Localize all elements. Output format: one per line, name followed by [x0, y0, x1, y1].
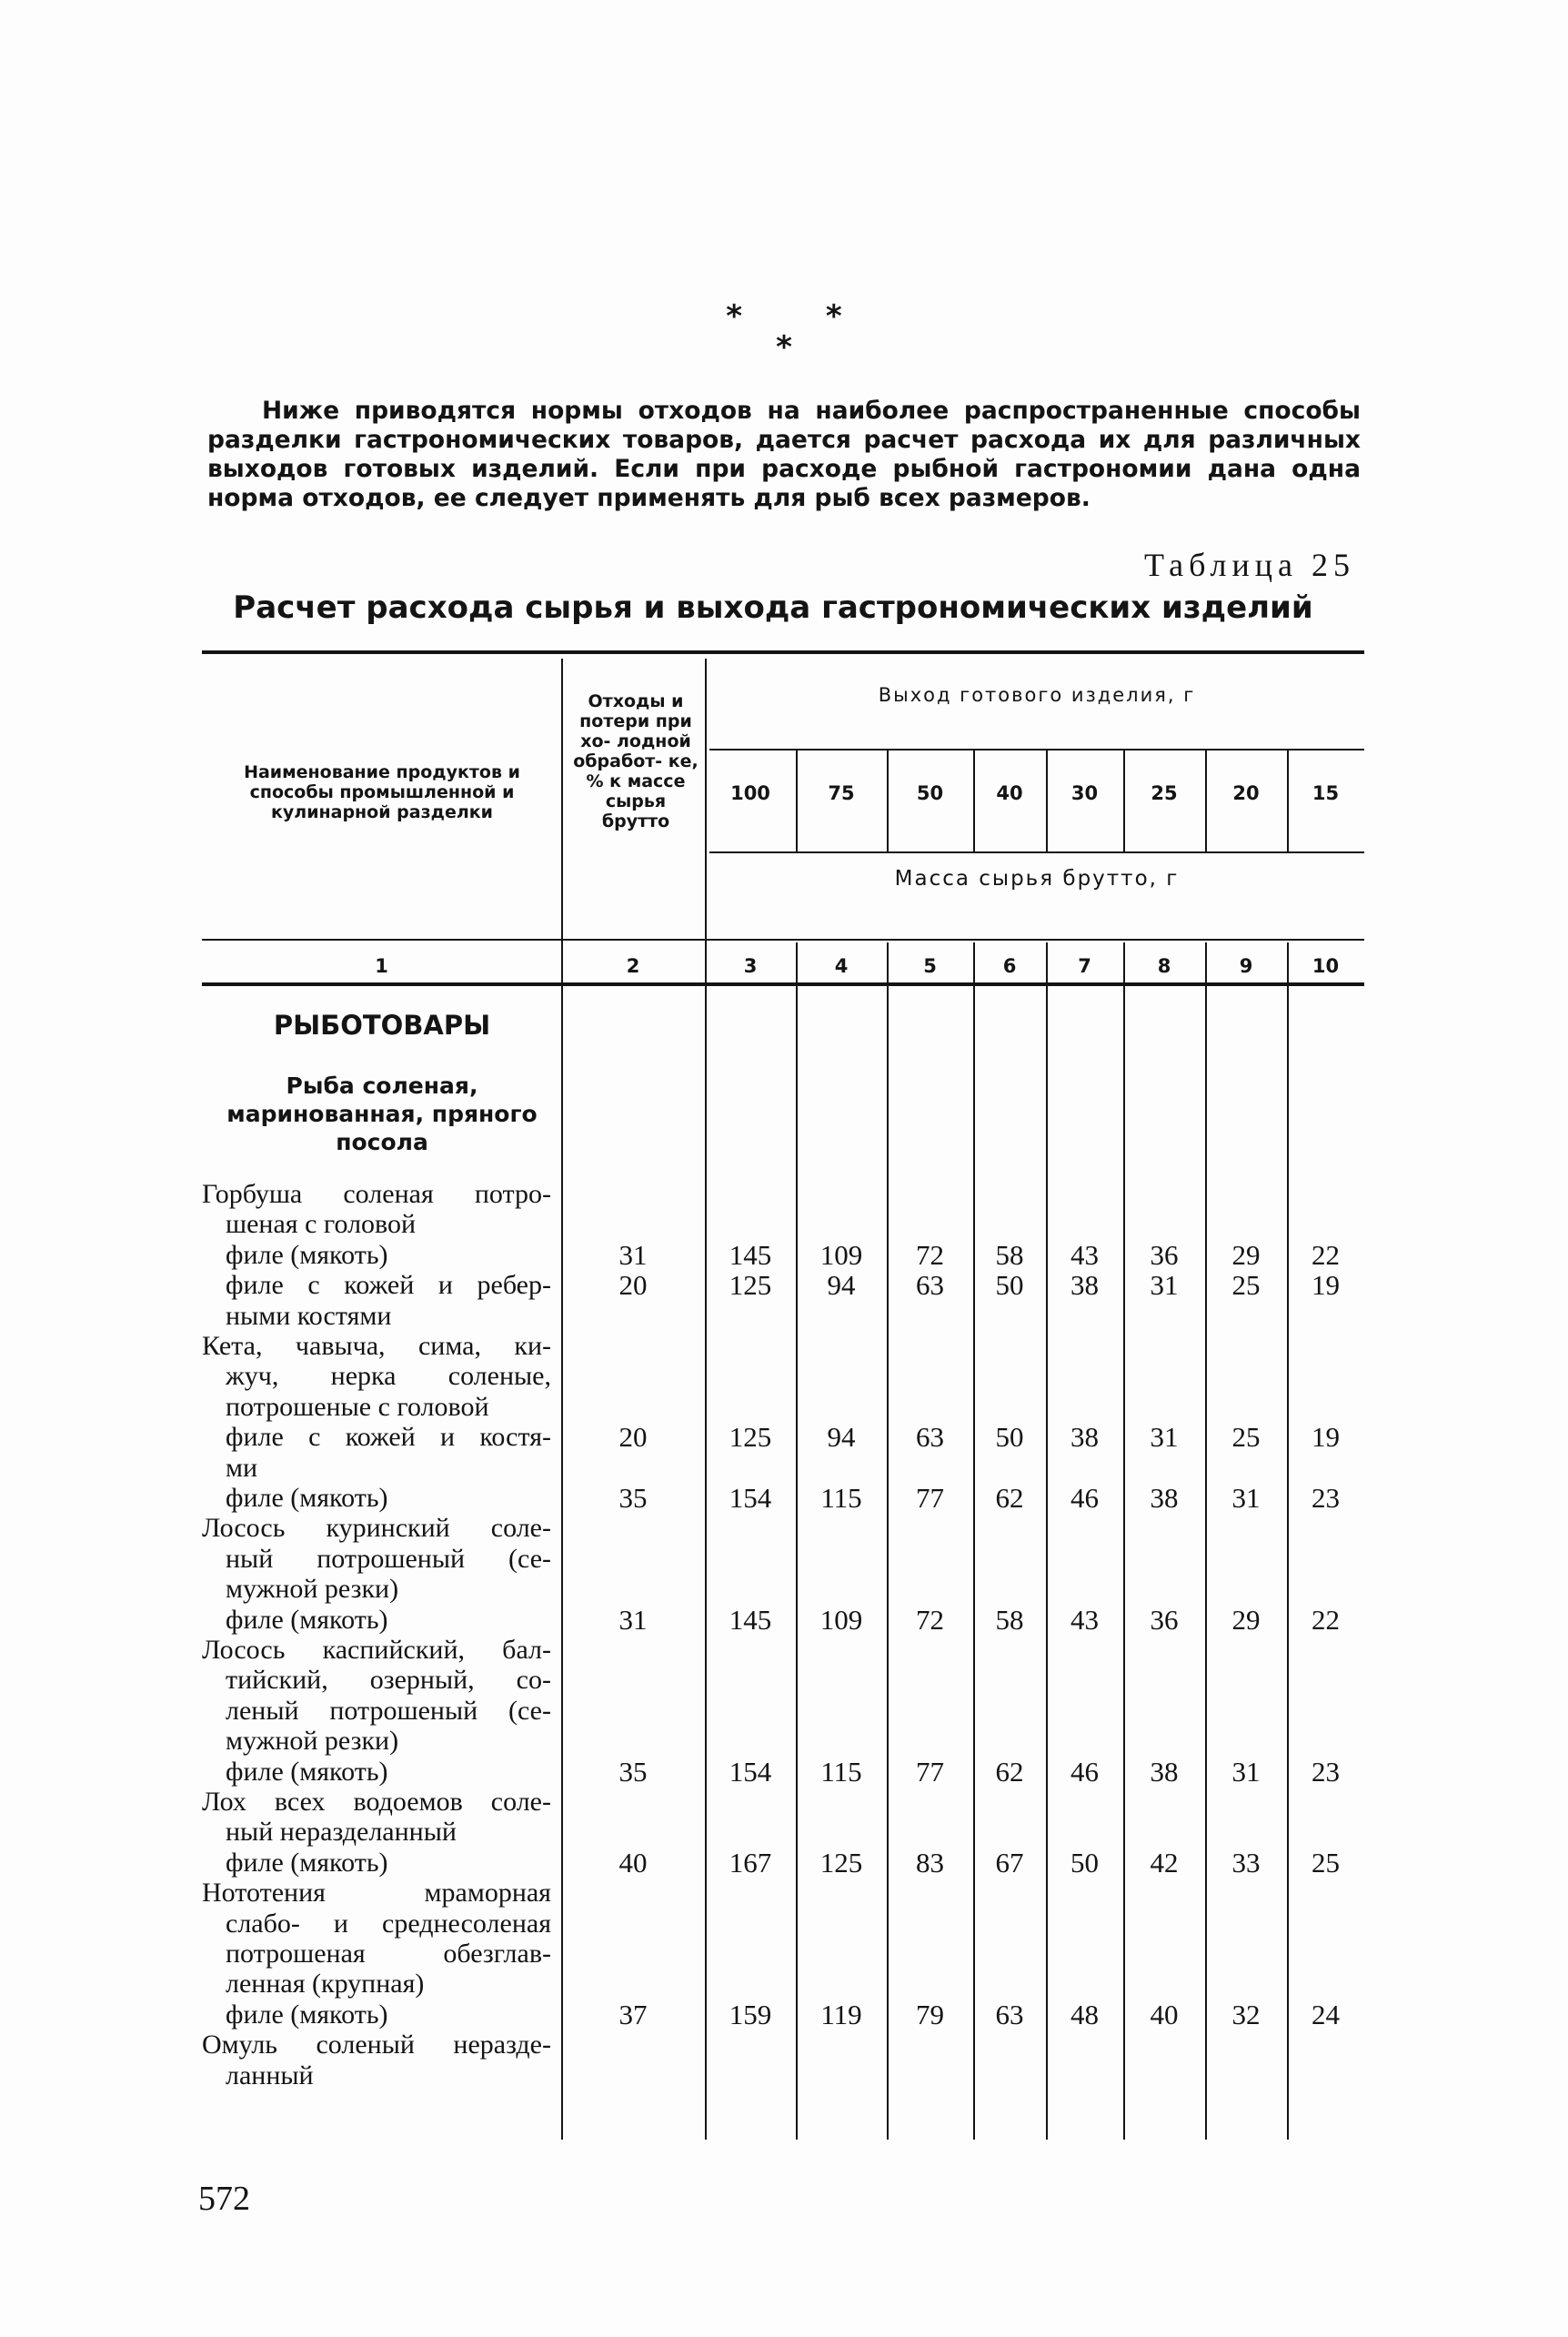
mass-cell: 77: [916, 1482, 944, 1514]
table-label: Таблица 25: [1144, 547, 1355, 583]
mass-cell: 25: [1231, 1269, 1261, 1302]
product-name-line: филе (мякоть): [226, 1999, 388, 2030]
mass-cell: 125: [729, 1421, 772, 1454]
mass-cell: 22: [1312, 1238, 1340, 1271]
mass-cell: 19: [1312, 1269, 1340, 1302]
product-name-line: шеная с головой: [226, 1209, 417, 1240]
product-name-line: ланный: [226, 2060, 314, 2090]
product-name-line: леный потрошеный (се-: [226, 1695, 551, 1726]
mass-cell: 125: [819, 1846, 863, 1879]
mass-cell: 23: [1312, 1755, 1340, 1788]
mass-cell: 38: [1150, 1755, 1179, 1788]
mass-cell: 119: [820, 1998, 862, 2030]
yield-header-cell: 20: [1232, 782, 1260, 804]
mass-cell: 72: [916, 1238, 944, 1271]
column-divider: [561, 659, 563, 2140]
mass-cell: 63: [995, 1998, 1024, 2030]
product-name-line: Лосось каспийский, бал-: [202, 1635, 551, 1665]
column-number-cell: 10: [1312, 955, 1340, 977]
product-name-line: потрошеная обезглав-: [226, 1939, 551, 1969]
mass-cell: 94: [827, 1421, 856, 1454]
mass-cell: 46: [1070, 1482, 1099, 1514]
mass-cell: 72: [916, 1603, 944, 1636]
mass-cell: 23: [1312, 1482, 1340, 1514]
column-number-cell: 1: [375, 955, 388, 977]
product-name-line: слабо- и среднесоленая: [226, 1908, 551, 1939]
column-divider: [1205, 942, 1207, 2140]
mass-cell: 145: [729, 1603, 772, 1636]
mass-cell: 62: [995, 1482, 1024, 1514]
yield-header-cell: 25: [1151, 782, 1178, 804]
waste-percent-cell: 20: [618, 1421, 648, 1454]
waste-percent-cell: 20: [618, 1269, 648, 1302]
mass-cell: 29: [1231, 1603, 1261, 1636]
mass-cell: 50: [995, 1269, 1024, 1302]
product-name-line: филе (мякоть): [226, 1847, 388, 1878]
intro-paragraph: Ниже приводятся нормы отходов на наиболее распространенные способы разделки гастрономических товаров, дается расчет расхода их для различных выходов готовых изделий. Если при расходе рыбной гастрономии дана одна норма отходов, ее следует применять для рыб всех размеров.: [207, 397, 1361, 512]
product-name-line: филе (мякоть): [226, 1756, 388, 1787]
yield-header-cell: 40: [996, 782, 1023, 804]
column-divider: [705, 659, 707, 2140]
column-number-cell: 9: [1239, 955, 1253, 977]
mass-cell: 46: [1070, 1755, 1099, 1788]
product-name-line: мужной резки): [226, 1574, 399, 1605]
decorative-star: *: [776, 329, 792, 366]
mass-cell: 32: [1231, 1998, 1261, 2030]
product-name-line: ными костями: [226, 1300, 392, 1331]
header-yield-group: Выход готового изделия, г: [878, 684, 1196, 706]
product-name-line: филе с кожей и костя-: [226, 1422, 551, 1453]
mass-cell: 94: [827, 1269, 856, 1302]
mass-cell: 19: [1312, 1421, 1340, 1454]
product-name-line: филе с кожей и ребер-: [226, 1270, 551, 1301]
mass-cell: 109: [819, 1238, 863, 1271]
column-number-cell: 6: [1002, 955, 1017, 977]
product-name-line: Лох всех водоемов соле-: [202, 1787, 551, 1817]
subsection-title: Рыба соленая, маринованная, пряного посола: [226, 1073, 538, 1155]
waste-percent-cell: 31: [618, 1603, 648, 1636]
mass-cell: 154: [729, 1482, 772, 1514]
column-divider: [1123, 942, 1125, 2140]
yield-header-cell: 30: [1070, 782, 1099, 804]
mass-cell: 125: [729, 1269, 772, 1302]
product-name-line: мужной резки): [226, 1726, 399, 1757]
column-divider: [887, 942, 889, 2140]
mass-cell: 145: [729, 1238, 772, 1271]
product-name-line: филе (мякоть): [226, 1483, 388, 1513]
mass-group-rule: [709, 851, 1364, 853]
column-number-cell: 2: [626, 955, 640, 977]
mass-cell: 58: [995, 1238, 1024, 1271]
mass-cell: 63: [916, 1421, 944, 1454]
mass-cell: 77: [916, 1755, 944, 1788]
mass-cell: 50: [995, 1421, 1024, 1454]
product-name-line: ный неразделанный: [226, 1817, 457, 1848]
mass-cell: 58: [995, 1603, 1024, 1636]
mass-cell: 24: [1312, 1998, 1340, 2030]
mass-cell: 38: [1150, 1482, 1179, 1514]
mass-cell: 43: [1070, 1238, 1099, 1271]
column-divider: [973, 942, 975, 2140]
mass-cell: 109: [819, 1603, 863, 1636]
mass-cell: 67: [995, 1846, 1024, 1879]
mass-cell: 31: [1231, 1482, 1261, 1514]
column-number-cell: 5: [923, 955, 937, 977]
product-name-line: жуч, нерка соленые,: [226, 1361, 551, 1392]
mass-cell: 63: [916, 1269, 944, 1302]
product-name-line: Горбуша соленая потро-: [202, 1179, 551, 1209]
column-number-cell: 3: [743, 955, 758, 977]
header-product-name: Наименование продуктов и способы промышленной и кулинарной разделки: [244, 762, 520, 822]
mass-cell: 167: [729, 1846, 772, 1879]
waste-percent-cell: 31: [618, 1238, 648, 1271]
product-name-line: тийский, озерный, со-: [226, 1665, 551, 1696]
column-number-cell: 7: [1078, 955, 1091, 977]
waste-percent-cell: 40: [618, 1846, 648, 1879]
decorative-stars: * *: [726, 298, 879, 335]
column-number-cell: 4: [834, 955, 849, 977]
column-divider: [1046, 942, 1048, 2140]
product-name-line: ми: [226, 1452, 258, 1483]
mass-cell: 25: [1231, 1421, 1261, 1454]
mass-cell: 115: [820, 1482, 862, 1514]
product-name-line: ленная (крупная): [226, 1969, 425, 2000]
mass-cell: 50: [1070, 1846, 1099, 1879]
mass-cell: 159: [729, 1998, 772, 2030]
mass-cell: 79: [916, 1998, 944, 2030]
yield-header-cell: 50: [916, 782, 944, 804]
product-name-line: Нототения мраморная: [202, 1878, 551, 1909]
page-number: 572: [198, 2180, 250, 2218]
column-number-cell: 8: [1157, 955, 1171, 977]
mass-cell: 43: [1070, 1603, 1099, 1636]
product-name-line: Лосось куринский соле-: [202, 1513, 551, 1544]
mass-cell: 38: [1070, 1269, 1099, 1302]
mass-cell: 36: [1150, 1603, 1179, 1636]
product-name-line: потрошеные с головой: [226, 1391, 489, 1422]
mass-cell: 31: [1231, 1755, 1261, 1788]
product-name-line: ный потрошеный (се-: [226, 1543, 551, 1574]
mass-cell: 40: [1150, 1998, 1179, 2030]
product-name-line: Омуль соленый нераздe-: [202, 2030, 551, 2060]
mass-cell: 33: [1231, 1846, 1261, 1879]
mass-cell: 62: [995, 1755, 1024, 1788]
mass-cell: 42: [1150, 1846, 1179, 1879]
product-name-line: Кета, чавыча, сима, ки-: [202, 1331, 551, 1361]
section-title: РЫБОТОВАРЫ: [273, 1010, 491, 1041]
mass-cell: 48: [1070, 1998, 1099, 2030]
yield-header-cell: 15: [1312, 782, 1340, 804]
column-divider: [796, 942, 798, 2140]
yield-header-cell: 75: [828, 782, 855, 804]
mass-cell: 31: [1150, 1421, 1179, 1454]
mass-cell: 29: [1231, 1238, 1261, 1271]
product-name-line: филе (мякоть): [226, 1239, 388, 1270]
waste-percent-cell: 35: [618, 1482, 648, 1514]
mass-cell: 22: [1312, 1603, 1340, 1636]
header-bottom-rule: [202, 939, 1364, 941]
mass-cell: 31: [1150, 1269, 1179, 1302]
mass-cell: 83: [916, 1846, 944, 1879]
yield-group-rule: [709, 749, 1364, 750]
waste-percent-cell: 37: [618, 1998, 648, 2030]
mass-cell: 36: [1150, 1238, 1179, 1271]
yield-header-cell: 100: [730, 782, 770, 804]
waste-percent-cell: 35: [618, 1755, 648, 1788]
mass-cell: 38: [1070, 1421, 1099, 1454]
table-title: Расчет расхода сырья и выхода гастрономических изделий: [233, 589, 1313, 626]
table-top-rule: [202, 650, 1364, 654]
mass-cell: 115: [820, 1755, 862, 1788]
header-mass-group: Масса сырья брутто, г: [894, 867, 1180, 891]
product-name-line: филе (мякоть): [226, 1604, 388, 1635]
mass-cell: 154: [729, 1755, 772, 1788]
mass-cell: 25: [1312, 1846, 1340, 1879]
numbers-bottom-rule: [202, 982, 1364, 986]
header-waste-percent: Отходы и потери при хо- лодной обработ- ке, % к массе сырья брутто: [573, 691, 699, 831]
column-divider: [1287, 942, 1289, 2140]
